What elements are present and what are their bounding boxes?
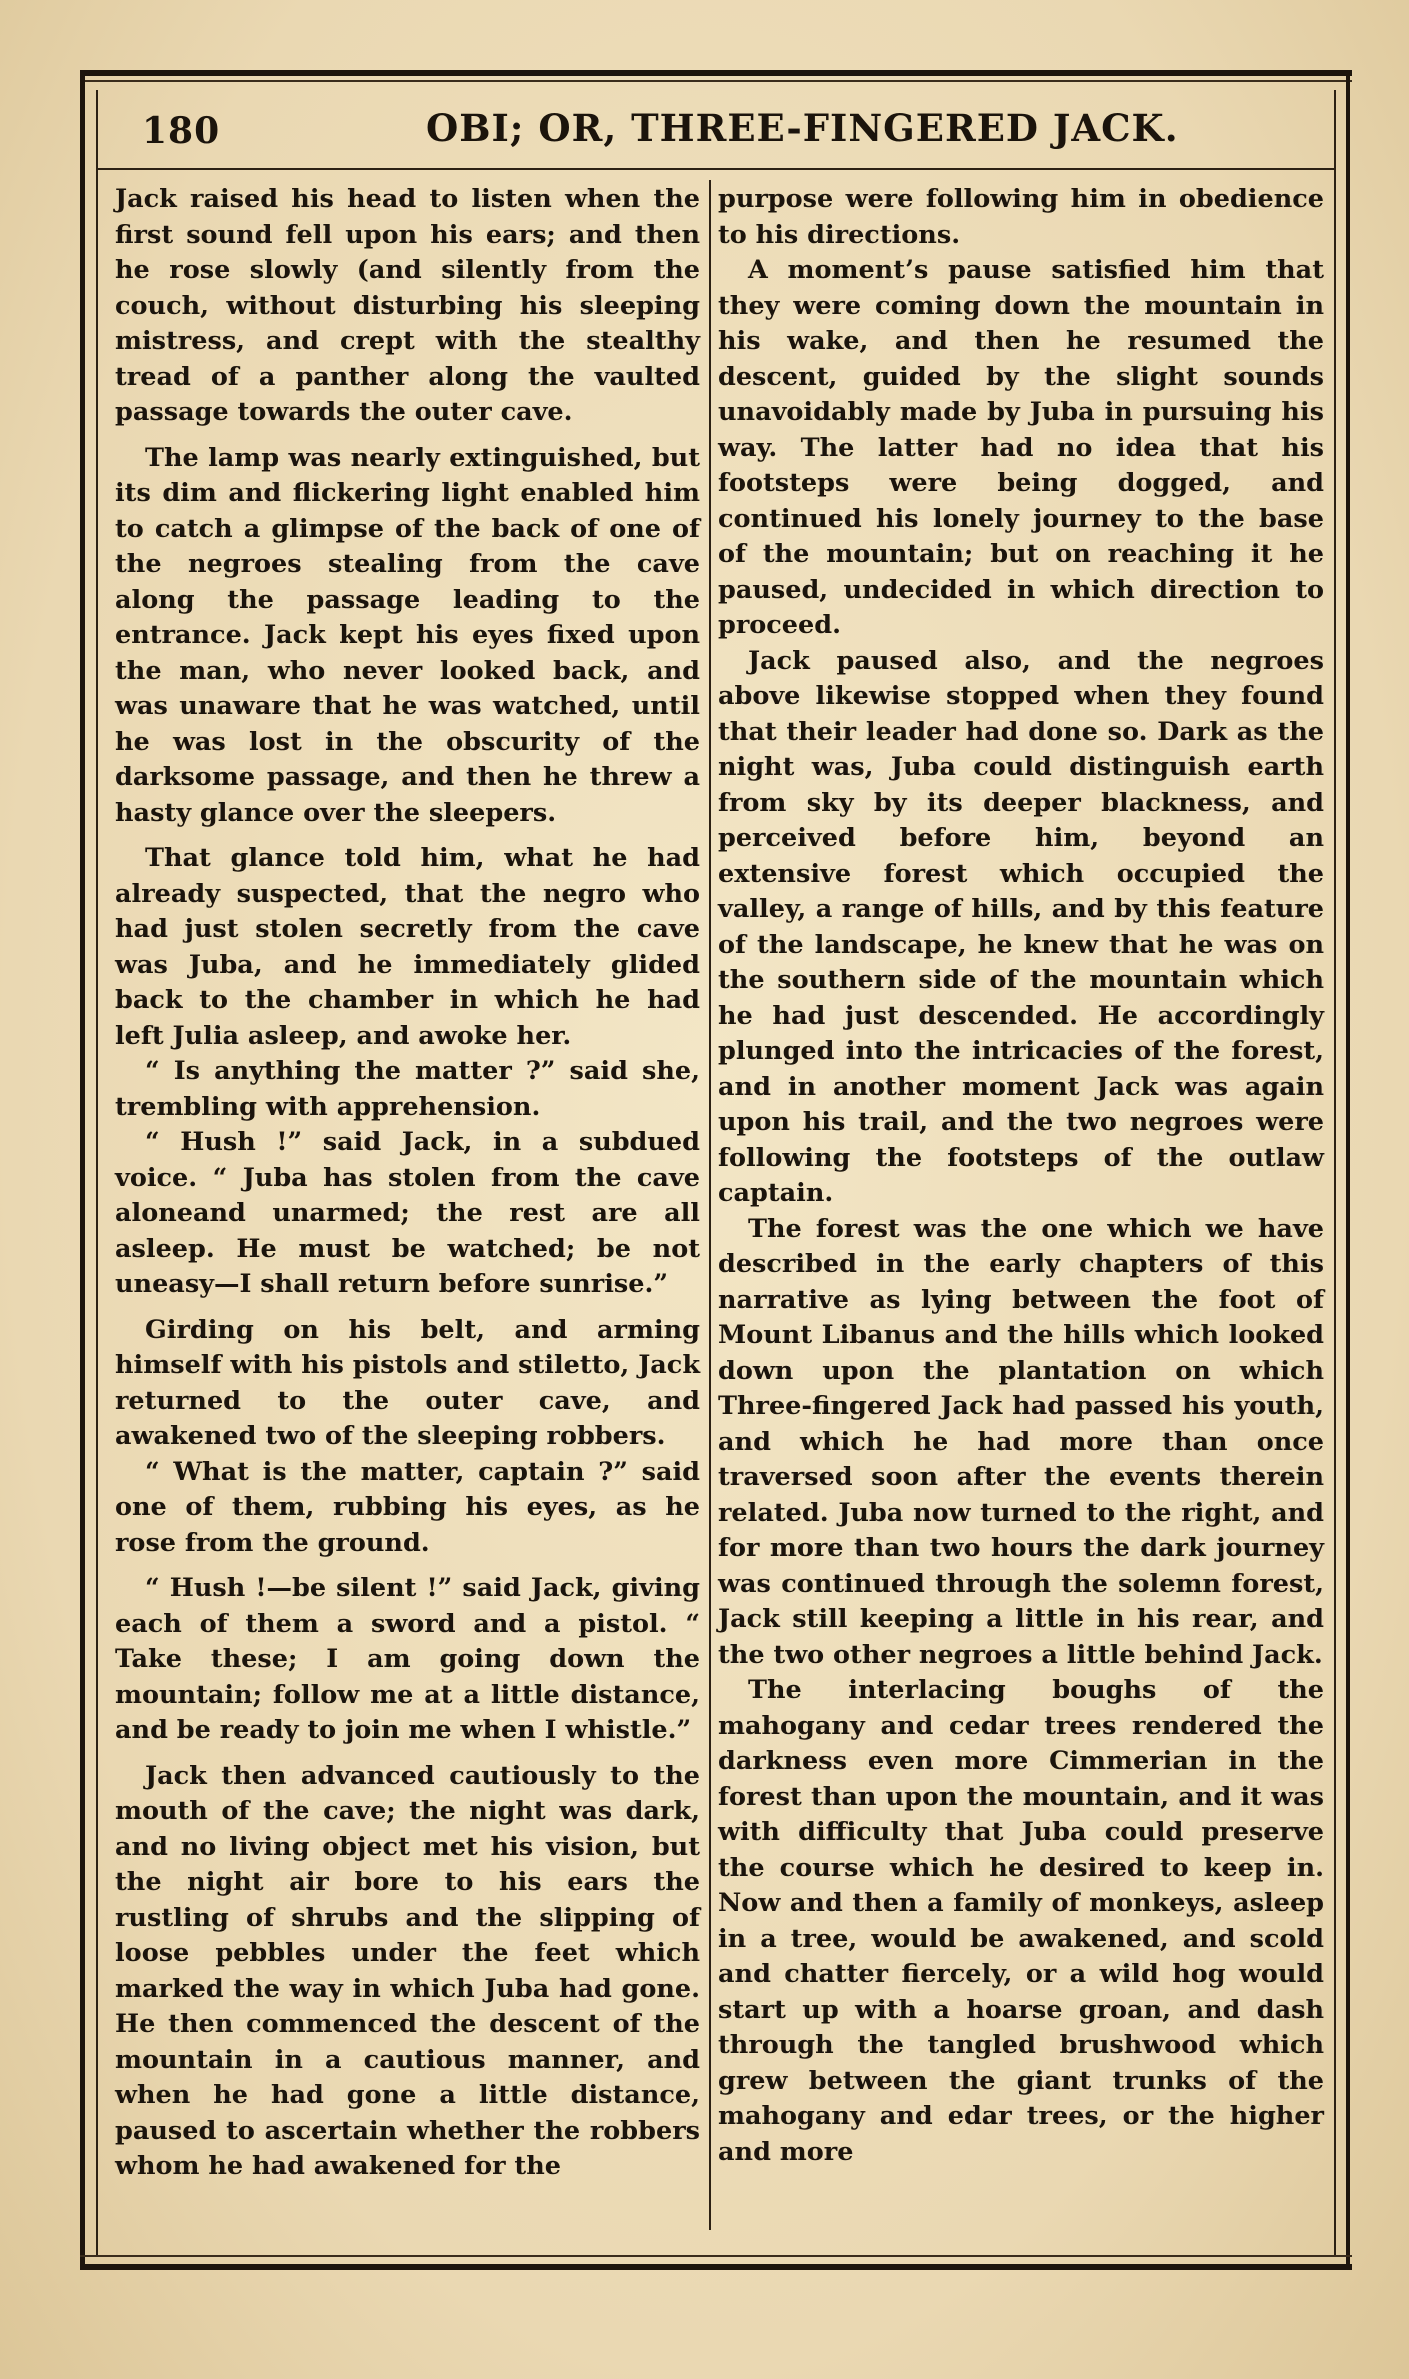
left-border-outer xyxy=(80,70,85,2270)
bottom-border-thick xyxy=(80,2264,1352,2270)
paragraph: The forest was the one which we have described in the early chapters of this narrative as lying between the foot of Mount Libanus and the hills which looked down upon the plantation on which Three-fingered Jack had passed his youth, and which he had more than once traversed soon after the events therein related. Juba now turned to the right, and for more than two hours the dark journey was continued through the solemn forest, Jack still keeping a little in his rear, and the two other negroes a little behind Jack. xyxy=(718,1213,1324,1670)
page-header xyxy=(96,100,1336,164)
paragraph: “ Is anything the matter ?” said she, trembling with apprehension. xyxy=(115,1056,700,1122)
running-title: OBI; OR, THREE-FINGERED JACK. xyxy=(426,106,1179,150)
column-divider xyxy=(709,180,711,2230)
paragraph: Girding on his belt, and arming himself with his pistols and stiletto, Jack returned to the outer cave, and awakened two of the sleeping robbers. xyxy=(115,1314,700,1451)
paragraph: purpose were following him in obedience to his directions. xyxy=(718,184,1324,250)
left-column xyxy=(115,182,700,2185)
paragraph: That glance told him, what he had already suspected, that the negro who had just stolen secretly from the cave was Juba, and he immediately glided back to the chamber in which he had left Julia asleep, and awoke her. xyxy=(115,843,700,1051)
right-border-inner xyxy=(1334,90,1336,2255)
paragraph: A moment’s pause satisfied him that they were coming down the mountain in his wake, and then he resumed the descent, guided by the slight sounds unavoidably made by Juba in pursuing his way. The latter had no idea that his footsteps were being dogged, and continued his lonely journey to the base of the mountain; but on reaching it he paused, undecided in which direction to proceed. xyxy=(718,255,1324,640)
paragraph: Jack then advanced cautiously to the mouth of the cave; the night was dark, and no living object met his vision, but the night air bore to his ears the rustling of shrubs and the slipping of loose pebbles under the feet which marked the way in which Juba had gone. He then commenced the descent of the mountain in a cautious manner, and when he had gone a little distance, paused to ascertain whether the robbers whom he had awakened for the xyxy=(115,1760,700,2181)
paragraph: Jack raised his head to listen when the first sound fell upon his ears; and then he rose slowly (and silently from the couch, without disturbing his sleeping mistress, and crept with the stealthy tread of a panther along the vaulted passage towards the outer cave. xyxy=(115,184,700,427)
paragraph: “ Hush !” said Jack, in a subdued voice. “ Juba has stolen from the cave aloneand unarmed; the rest are all asleep. He must be watched; be not uneasy—I shall return before sunrise.” xyxy=(115,1127,700,1299)
bottom-border-thin xyxy=(80,2255,1352,2257)
page-number: 180 xyxy=(142,110,221,152)
top-border-thin xyxy=(80,80,1352,82)
header-rule xyxy=(96,168,1336,170)
right-column xyxy=(718,182,1324,2170)
left-border-inner xyxy=(96,90,98,2255)
paragraph: The lamp was nearly extinguished, but its dim and flickering light enabled him to catch a glimpse of the back of one of the negroes stealing from the cave along the passage leading to the entrance. Jack kept his eyes fixed upon the man, who never looked back, and was unaware that he was watched, until he was lost in the obscurity of the darksome passage, and then he threw a hasty glance over the sleepers. xyxy=(115,442,700,828)
top-border-thick xyxy=(80,70,1352,76)
paragraph: The interlacing boughs of the mahogany and cedar trees rendered the darkness even more Cimmerian in the forest than upon the mountain, and it was with difficulty that Juba could preserve the course which he desired to keep in. Now and then a family of monkeys, asleep in a tree, would be awakened, and scold and chatter fiercely, or a wild hog would start up with a hoarse groan, and dash through the tangled brushwood which grew between the giant trunks of the mahogany and edar trees, or the higher and more xyxy=(718,1675,1324,2167)
paragraph: “ What is the matter, captain ?” said one of them, rubbing his eyes, as he rose from the ground. xyxy=(115,1456,700,1558)
paragraph: Jack paused also, and the negroes above likewise stopped when they found that their leader had done so. Dark as the night was, Juba could distinguish earth from sky by its deeper blackness, and perceived before him, beyond an extensive forest which occupied the valley, a range of hills, and by this feature of the landscape, he knew that he was on the southern side of the mountain which he had just descended. He accordingly plunged into the intricacies of the forest, and in another moment Jack was again upon his trail, and the two negroes were following the footsteps of the outlaw captain. xyxy=(718,645,1324,1208)
paragraph: “ Hush !—be silent !” said Jack, giving each of them a sword and a pistol. “ Take these; I am going down the mountain; follow me at a little distance, and be ready to join me when I whistle.” xyxy=(115,1573,700,1745)
right-border-outer xyxy=(1346,70,1350,2270)
